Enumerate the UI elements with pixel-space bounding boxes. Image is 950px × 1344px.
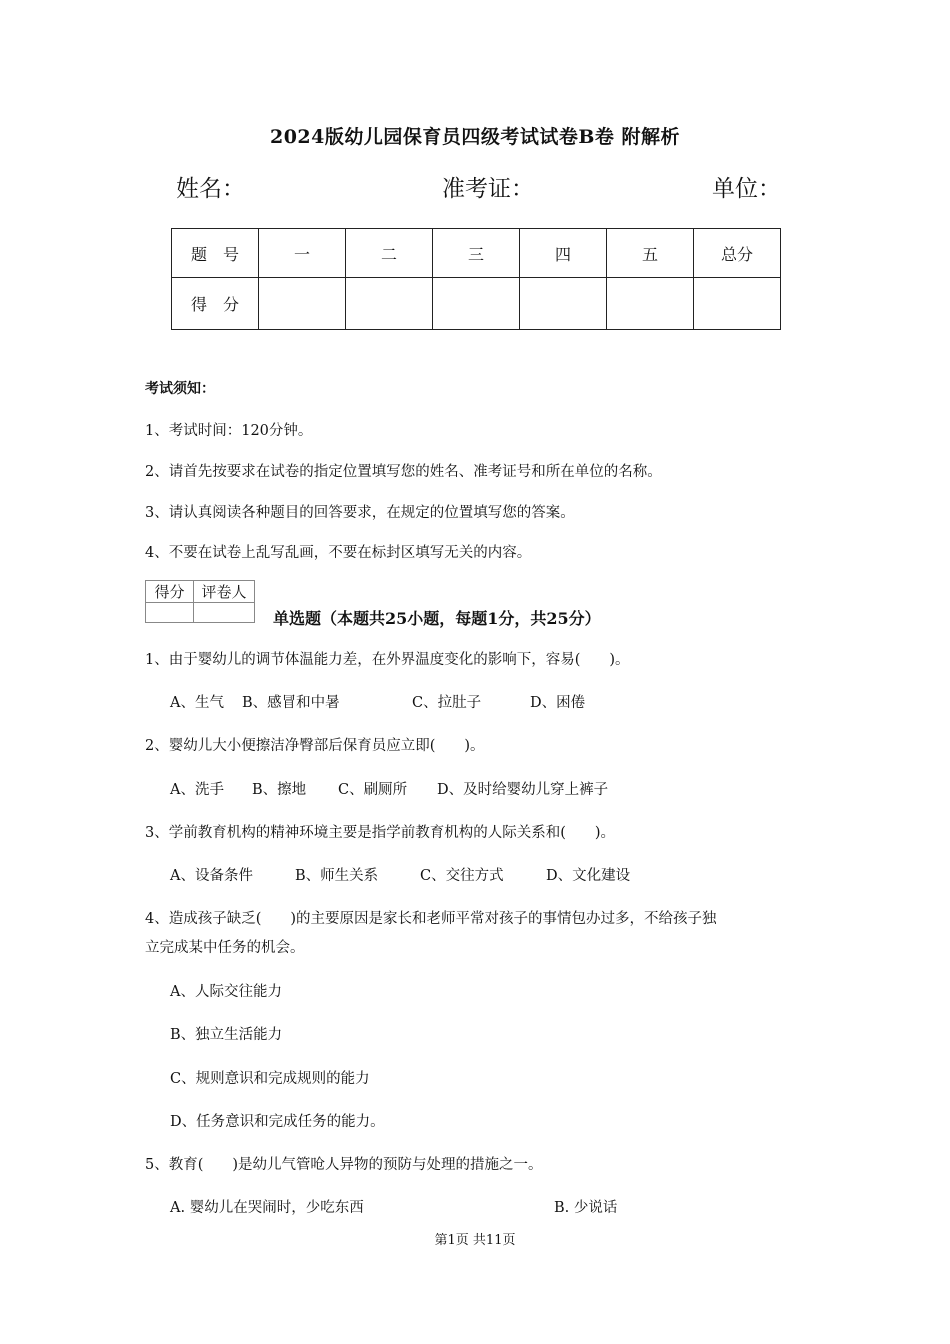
page-footer: 第1页 共11页 (434, 1233, 516, 1248)
page-title: 2024版幼儿园保育员四级考试试卷B卷 附解析 (269, 126, 681, 148)
option-a[interactable]: A、人际交往能力 (170, 984, 282, 1000)
score-cell[interactable] (346, 278, 433, 330)
instruction-item: 3、请认真阅读各种题目的回答要求，在规定的位置填写您的答案。 (145, 505, 575, 521)
score-cell[interactable] (433, 278, 520, 330)
instruction-item: 4、不要在试卷上乱写乱画，不要在标封区填写无关的内容。 (145, 545, 532, 561)
grader-reviewer-cell[interactable] (194, 603, 255, 623)
score-cell[interactable] (259, 278, 346, 330)
question-text-continued: 立完成某中任务的机会。 (145, 940, 305, 956)
grader-score-cell[interactable] (146, 603, 194, 623)
option-b[interactable]: B. 少说话 (554, 1200, 618, 1216)
score-header-cell: 五 (607, 229, 694, 278)
score-header-cell: 一 (259, 229, 346, 278)
option-c[interactable]: C、刷厕所 (338, 782, 408, 798)
grader-box (145, 580, 255, 623)
option-c[interactable]: C、拉肚子 (412, 695, 482, 711)
question-text: 2、婴幼儿大小便擦洁净臀部后保育员应立即( )。 (145, 738, 485, 754)
grader-reviewer-label: 评卷人 (194, 581, 255, 603)
score-header-cell: 三 (433, 229, 520, 278)
option-a[interactable]: A、洗手 (170, 782, 224, 798)
score-header-cell: 四 (520, 229, 607, 278)
option-d[interactable]: D、困倦 (530, 695, 586, 711)
question-text: 3、学前教育机构的精神环境主要是指学前教育机构的人际关系和( )。 (145, 825, 616, 841)
option-b[interactable]: B、感冒和中暑 (242, 695, 340, 711)
score-row-label: 得 分 (172, 278, 259, 330)
score-cell[interactable] (694, 278, 781, 330)
option-b[interactable]: B、擦地 (252, 782, 307, 798)
instruction-item: 2、请首先按要求在试卷的指定位置填写您的姓名、准考证号和所在单位的名称。 (145, 464, 662, 480)
option-c[interactable]: C、交往方式 (420, 868, 504, 884)
option-c[interactable]: C、规则意识和完成规则的能力 (170, 1071, 370, 1087)
unit-label: 单位： (712, 176, 781, 202)
grader-score-label: 得分 (146, 581, 194, 603)
score-table (171, 228, 781, 330)
option-a[interactable]: A、设备条件 (170, 868, 253, 884)
score-cell[interactable] (607, 278, 694, 330)
option-b[interactable]: B、师生关系 (295, 868, 379, 884)
score-header-cell: 题 号 (172, 229, 259, 278)
option-a[interactable]: A. 婴幼儿在哭闹时，少吃东西 (170, 1200, 364, 1216)
option-d[interactable]: D、任务意识和完成任务的能力。 (170, 1114, 385, 1130)
score-cell[interactable] (520, 278, 607, 330)
score-header-cell: 总分 (694, 229, 781, 278)
option-a[interactable]: A、生气 (170, 695, 224, 711)
question-text: 1、由于婴幼儿的调节体温能力差，在外界温度变化的影响下，容易( )。 (145, 652, 630, 668)
option-d[interactable]: D、文化建设 (546, 868, 631, 884)
exam-id-label: 准考证： (442, 176, 534, 202)
question-text: 5、教育( )是幼儿气管呛人异物的预防与处理的措施之一。 (145, 1157, 543, 1173)
score-header-cell: 二 (346, 229, 433, 278)
instruction-item: 1、考试时间：120分钟。 (145, 423, 313, 439)
instructions-heading: 考试须知： (145, 381, 215, 397)
section-title: 单选题（本题共25小题，每题1分，共25分） (273, 609, 601, 628)
option-b[interactable]: B、独立生活能力 (170, 1027, 283, 1043)
option-d[interactable]: D、及时给婴幼儿穿上裤子 (437, 782, 609, 798)
name-label: 姓名： (176, 176, 245, 202)
question-text: 4、造成孩子缺乏( )的主要原因是家长和老师平常对孩子的事情包办过多，不给孩子独 (145, 911, 717, 927)
